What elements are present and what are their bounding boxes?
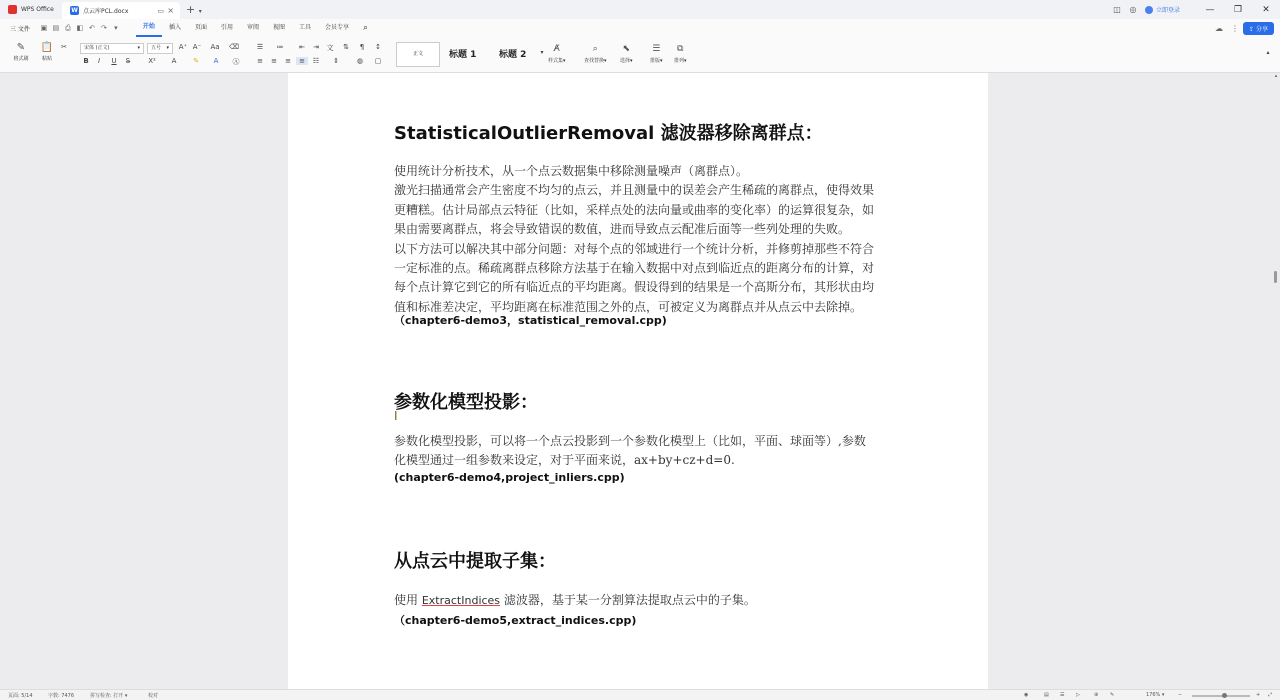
line-spacing-icon[interactable]: ↕ <box>375 43 381 51</box>
paragraph-line: 更糟糕。估计局部点云特征（比如，采样点处的法向量或曲率的变化率）的运算很复杂，如 <box>394 202 875 217</box>
export-pdf-icon[interactable]: ▤ <box>52 24 60 32</box>
paragraph-text: 使用 <box>394 593 419 607</box>
word-count[interactable]: 字数: 7476 <box>48 693 74 699</box>
save-icon[interactable]: ▣ <box>40 24 48 32</box>
paragraph-line: 以下方法可以解决其中部分问题：对每个点的邻域进行一个统计分析，并修剪掉那些不符合 <box>394 241 875 256</box>
skin-icon[interactable]: ◎ <box>1129 5 1137 14</box>
align-right-icon[interactable]: ≡ <box>285 57 291 65</box>
superscript-icon[interactable]: X² <box>148 57 156 65</box>
strikethrough-icon[interactable]: S̶ <box>125 57 131 65</box>
menu-view[interactable]: 视图 <box>273 24 286 31</box>
font-name-select[interactable] <box>80 43 144 54</box>
chevron-down-icon: ▾ <box>198 8 202 15</box>
write-mode-icon[interactable]: ✎ <box>1110 692 1115 698</box>
login-label: 立即登录 <box>1155 7 1180 14</box>
bold-icon[interactable]: B <box>83 57 89 65</box>
distribute-icon[interactable]: ☷ <box>312 57 320 65</box>
wps-logo-icon <box>8 5 17 14</box>
section-paragraph <box>394 591 884 610</box>
new-tab-button[interactable]: + ▾ <box>186 3 202 16</box>
magnifier-icon: ⌕ <box>592 44 598 54</box>
tab-document-label: 点云库PCL.docx <box>83 8 129 15</box>
close-window-button[interactable]: ✕ <box>1262 4 1270 15</box>
style-set-icon: A̸ <box>553 44 560 54</box>
char-border-icon[interactable]: Ⓐ <box>232 58 240 66</box>
style-set-label: 样式集 <box>548 58 564 64</box>
shrink-font-icon[interactable]: A⁻ <box>192 43 202 51</box>
document-area <box>0 73 1280 689</box>
style-heading-2[interactable]: 标题 2 <box>499 50 527 60</box>
avatar <box>1145 6 1153 14</box>
undo-icon[interactable]: ↶ <box>88 24 95 32</box>
redo-icon[interactable]: ↷ <box>100 24 107 32</box>
zoom-slider-knob[interactable] <box>1222 693 1227 698</box>
ribbon-toolbar <box>0 37 1280 73</box>
border-icon[interactable]: ▢ <box>374 57 382 65</box>
zoom-level[interactable]: 176% ▾ <box>1146 692 1165 698</box>
font-size-value: 五号 <box>151 45 162 51</box>
menu-tools[interactable]: 工具 <box>299 24 312 31</box>
underline-icon[interactable]: U <box>111 57 117 65</box>
paragraph-line: 化模型通过一组参数来设定，对于平面来说，ax+by+cz+d=0. <box>394 453 735 468</box>
layout-label: 排版 <box>650 58 661 64</box>
web-view-icon[interactable]: ⊕ <box>1094 692 1099 698</box>
scroll-up-icon[interactable]: ▴ <box>1274 73 1278 79</box>
paragraph-line: 使用统计分析技术，从一个点云数据集中移除测量噪声（离群点）。 <box>394 164 749 178</box>
font-size-select[interactable] <box>147 43 173 54</box>
paragraph-line: 每个点计算它到它的所有临近点的平均距离。假设得到的结果是一个高斯分布，其形状由均 <box>394 280 875 295</box>
font-color-icon[interactable]: A <box>213 57 219 65</box>
zoom-in-icon[interactable]: + <box>1256 692 1261 698</box>
title-bar <box>0 0 1280 19</box>
format-painter-label: 格式刷 <box>13 56 29 62</box>
spellcheck-term[interactable]: ExtractIndices <box>421 594 501 607</box>
numbered-list-icon[interactable]: ≔ <box>276 43 284 51</box>
maximize-button[interactable]: ❐ <box>1233 4 1243 15</box>
style-normal-label: 正文 <box>412 51 423 57</box>
more-options-icon[interactable]: ⋮ <box>1231 23 1240 33</box>
menu-review[interactable]: 审阅 <box>246 24 259 31</box>
code-reference: （chapter6-demo3，statistical_removal.cpp) <box>394 314 667 327</box>
find-replace-label: 查找替换 <box>584 58 605 64</box>
align-left-icon[interactable]: ≡ <box>257 57 263 65</box>
spellcheck-status[interactable]: 拼写检查: 打开 ▾ <box>90 693 128 699</box>
increase-indent-icon[interactable]: ⇥ <box>313 43 319 51</box>
format-painter-button[interactable] <box>10 41 32 62</box>
paste-label: 粘贴 <box>41 56 52 62</box>
close-tab-icon[interactable]: × <box>167 6 174 15</box>
grow-font-icon[interactable]: A⁺ <box>178 43 188 51</box>
status-bar <box>0 689 1280 700</box>
more-icon[interactable]: ▾ <box>114 24 118 32</box>
text-cursor-icon: Ⅰ <box>394 409 398 423</box>
proofread-button[interactable]: 校对 <box>148 693 159 699</box>
brush-icon: ✎ <box>16 42 26 53</box>
menu-bar <box>0 19 1280 37</box>
paragraph-line: 一定标准的点。稀疏离群点移除方法基于在输入数据中对点到临近点的距离分布的计算，对 <box>394 261 875 276</box>
justify-icon[interactable]: ≡ <box>296 57 308 65</box>
paragraph-spacing-icon[interactable]: ⇕ <box>333 57 339 65</box>
shading-icon[interactable]: ◍ <box>356 57 364 65</box>
fit-page-icon[interactable]: ⤢ <box>1268 692 1273 698</box>
page-view-icon[interactable]: ▤ <box>1044 692 1049 698</box>
text-effect-icon[interactable]: A <box>171 57 177 65</box>
paragraph-text: 滤波器，基于某一分割算法提取点云中的子集。 <box>503 593 756 607</box>
code-reference: （chapter6-demo5,extract_indices.cpp) <box>394 614 637 627</box>
share-button[interactable]: ⇪ 分享 <box>1243 22 1274 35</box>
section-heading-statistical-outlier: StatisticalOutlierRemoval 滤波器移除离群点： <box>394 123 823 144</box>
print-icon[interactable]: ⎙ <box>65 23 71 32</box>
bullet-list-icon[interactable]: ☰ <box>256 43 264 51</box>
scroll-thumb[interactable] <box>1274 271 1277 283</box>
menu-insert[interactable]: 插入 <box>168 24 181 31</box>
arrange-button[interactable]: ⧉ 排列▾ <box>674 41 687 64</box>
chevron-down-icon: ▾ <box>137 45 140 51</box>
cloud-icon[interactable]: ☁ <box>1215 23 1224 33</box>
zoom-out-icon[interactable]: − <box>1178 692 1183 698</box>
font-name-value: 宋体 (正文) <box>84 45 110 51</box>
layout-icon: ☰ <box>652 44 661 54</box>
section-paragraph <box>394 432 884 471</box>
read-mode-icon[interactable]: ▷ <box>1076 692 1080 698</box>
paste-button[interactable] <box>36 41 58 62</box>
sort-icon[interactable]: ⇅ <box>343 43 349 51</box>
clear-format-icon[interactable]: ⌫ <box>229 43 239 51</box>
paragraph-line: 参数化模型投影，可以将一个点云投影到一个参数化模型上（比如，平面、球面等）,参数 <box>394 434 866 448</box>
paragraph-line: 值和标准差决定，平均距离在标准范围之外的点，可被定义为离群点并从点云中去除掉。 <box>394 299 863 314</box>
arrange-icon: ⧉ <box>677 44 684 54</box>
clipboard-icon: 📋 <box>40 42 54 53</box>
menu-home[interactable]: 开始 <box>136 19 162 37</box>
tab-wps-office-label: WPS Office <box>21 6 54 13</box>
chinese-layout-icon[interactable]: 文 <box>326 44 334 52</box>
zoom-slider[interactable] <box>1192 695 1250 697</box>
style-set-button[interactable]: A̸ 样式集▾ <box>548 41 566 64</box>
decrease-indent-icon[interactable]: ⇤ <box>299 43 305 51</box>
highlight-icon[interactable]: ✎ <box>193 57 199 65</box>
section-heading-model-projection: 参数化模型投影： <box>394 392 538 413</box>
style-heading-1[interactable]: 标题 1 <box>449 50 477 60</box>
minimize-button[interactable]: — <box>1205 4 1215 15</box>
monitor-icon[interactable]: ▭ <box>157 6 164 15</box>
cursor-icon: ⬉ <box>622 44 631 54</box>
menu-references[interactable]: 引用 <box>220 24 233 31</box>
collapse-ribbon-icon[interactable]: ▴ <box>1266 49 1270 56</box>
document-page <box>288 73 988 689</box>
paragraph-line: 果由需要离群点，将会导致错误的数值，进而导致点云配准后面等一些列处理的失败。 <box>394 222 851 237</box>
window-layout-icon[interactable]: ◫ <box>1113 5 1121 14</box>
layout-button[interactable]: ☰ 排版▾ <box>650 41 663 64</box>
section-paragraph <box>394 162 884 317</box>
page-count[interactable]: 页面: 5/14 <box>8 693 33 699</box>
menu-member[interactable]: 会员专享 <box>325 24 350 31</box>
search-icon[interactable]: ⌕ <box>363 23 369 33</box>
code-reference: (chapter6-demo4,project_inliers.cpp) <box>394 471 625 484</box>
italic-icon[interactable]: I <box>97 57 101 65</box>
menu-file[interactable]: 三 文件 <box>10 25 30 33</box>
vertical-scrollbar[interactable] <box>1272 73 1280 689</box>
change-case-icon[interactable]: Aa <box>210 43 220 51</box>
print-preview-icon[interactable]: ◧ <box>76 24 84 32</box>
paragraph-line: 激光扫描通常会产生密度不均匀的点云，并且测量中的误差会产生稀疏的离群点，使得效果 <box>394 183 875 198</box>
chevron-down-icon: ▾ <box>166 45 169 51</box>
eye-protect-icon[interactable]: ◉ <box>1024 692 1029 698</box>
style-gallery-more-icon[interactable]: ▾ <box>540 49 544 56</box>
share-label: 分享 <box>1255 25 1268 33</box>
find-replace-button[interactable]: ⌕ 查找替换▾ <box>584 41 607 64</box>
word-doc-icon: W <box>71 7 78 14</box>
tab-document[interactable] <box>62 2 180 19</box>
outline-view-icon[interactable]: ☰ <box>1060 692 1065 698</box>
style-normal[interactable] <box>396 42 440 67</box>
select-label: 选择 <box>620 58 631 64</box>
login-button[interactable] <box>1145 5 1180 14</box>
align-center-icon[interactable]: ≡ <box>271 57 277 65</box>
cut-icon[interactable]: ✂ <box>61 43 67 51</box>
select-button[interactable]: ⬉ 选择▾ <box>620 41 633 64</box>
section-heading-extract-subset: 从点云中提取子集： <box>394 551 556 572</box>
tab-wps-office[interactable] <box>0 0 62 19</box>
show-marks-icon[interactable]: ¶ <box>359 43 365 51</box>
menu-page[interactable]: 页面 <box>194 24 207 31</box>
arrange-label: 排列 <box>674 58 685 64</box>
